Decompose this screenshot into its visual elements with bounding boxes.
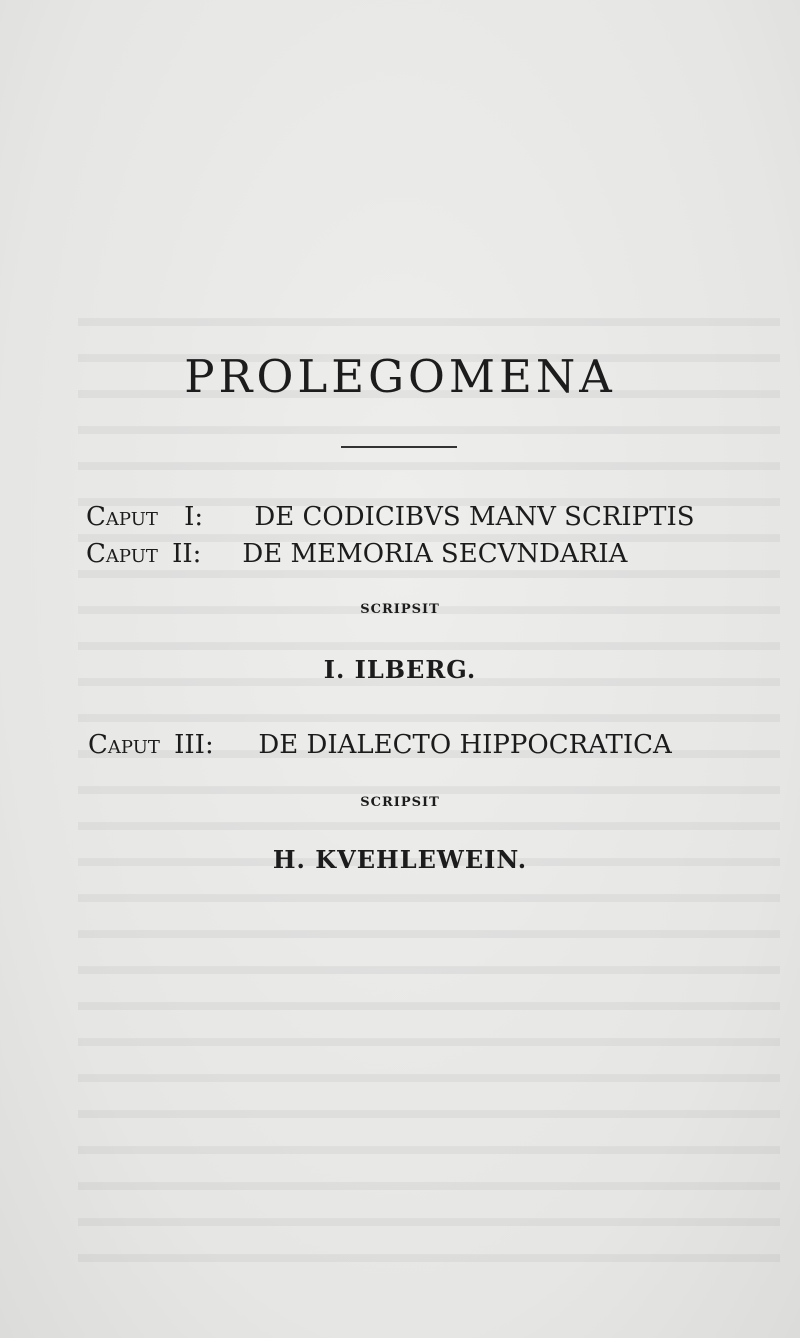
author-name: H. KVEHLEWEIN. xyxy=(272,845,528,874)
chapter-heading: DE DIALECTO HIPPOCRATICA xyxy=(258,730,672,760)
chapter-numeral: I: xyxy=(184,502,204,532)
page-title: PROLEGOMENA xyxy=(184,350,616,403)
caput-label: Caput xyxy=(86,539,158,569)
scripsit-label: SCRIPSIT xyxy=(360,795,440,810)
chapter-line-2 xyxy=(86,539,627,569)
author-name: I. ILBERG. xyxy=(323,655,477,684)
chapter-numeral: II: xyxy=(172,539,202,569)
chapter-heading: DE MEMORIA SECVNDARIA xyxy=(242,539,628,569)
title-divider xyxy=(341,446,457,448)
chapter-line-1 xyxy=(86,502,695,532)
chapter-numeral: III: xyxy=(174,730,214,760)
chapter-heading: DE CODICIBVS MANV SCRIPTIS xyxy=(254,502,695,532)
caput-label: Caput xyxy=(86,502,158,532)
chapter-line-3 xyxy=(88,730,672,760)
scripsit-label: SCRIPSIT xyxy=(360,602,440,617)
caput-label: Caput xyxy=(88,730,160,760)
